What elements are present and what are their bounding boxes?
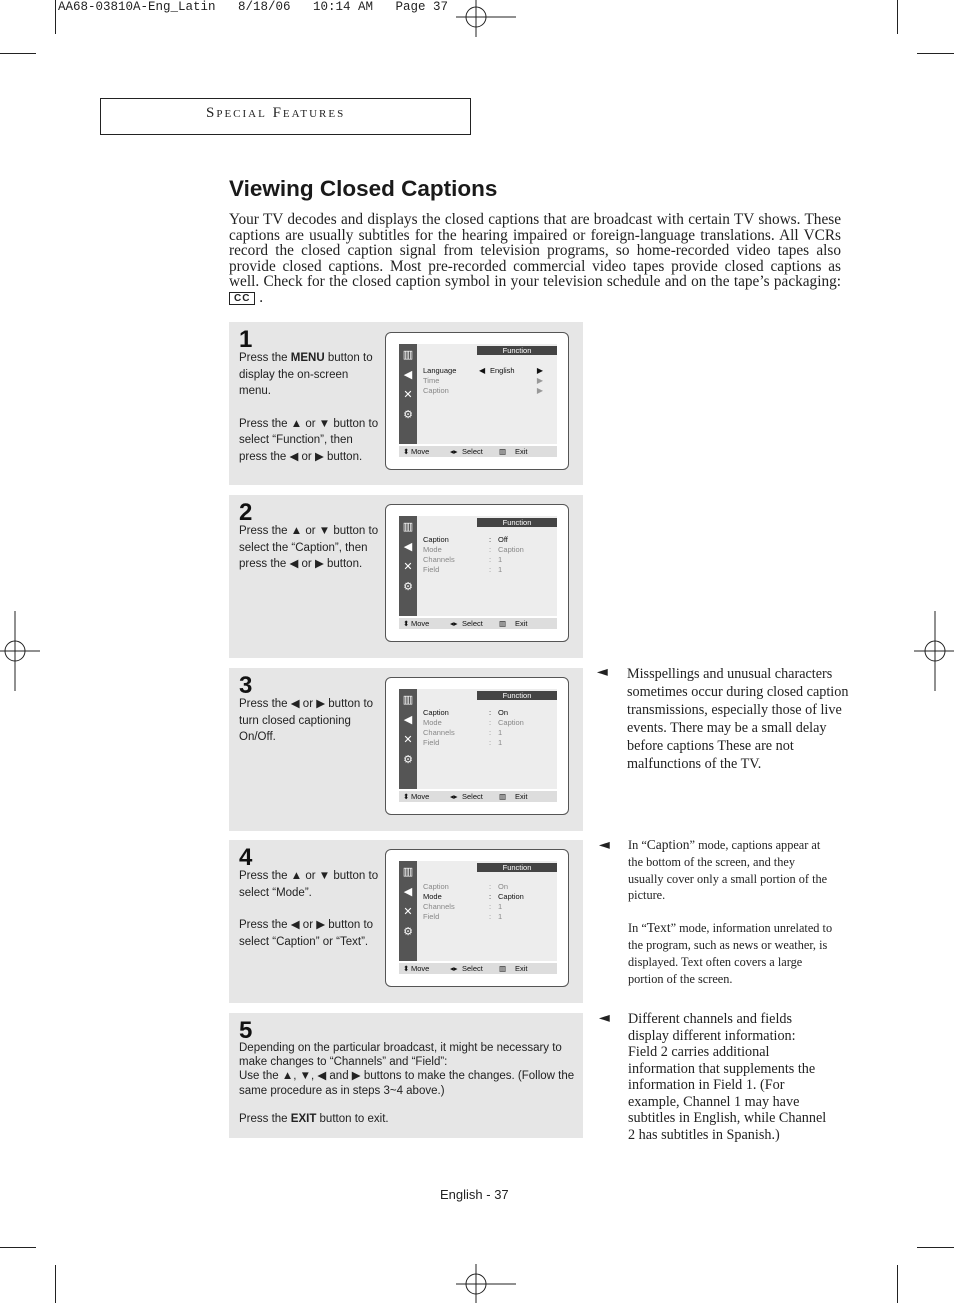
menu-separator: : [489,708,492,717]
step-5-panel [229,1013,583,1138]
intro-text: Your TV decodes and displays the closed captions that are broadcast with certain TV shows. These captions are usually subtitles for the hearing impaired or foreign-language translations. All VCRs record the closed caption signal from television programs, so home-recorded video tapes also provide closed captions. Most pre-recorded commercial video tapes provide closed captions as well. Check for the closed caption symbol in your television schedule and on the tape’s packaging: [229,211,841,291]
select-label: Select [462,792,483,801]
menu-separator: : [489,882,492,891]
sound-icon: ◀ [403,884,413,898]
menu-value: 1 [498,912,503,921]
channel-icon: ✕ [403,904,413,918]
menu-label: Channels [423,728,455,737]
crop-mark [917,1247,954,1248]
move-label: Move [411,447,430,456]
menu-separator: : [489,892,492,901]
step-instructions: Press the ▲ or ▼ button to select the “Caption”, then press the ◀ or ▶ button. [239,525,379,570]
registration-mark-icon [0,611,40,691]
menu-separator: : [489,718,492,727]
step-instructions [239,868,379,950]
menu-label: Field [423,912,440,921]
step-2-panel [229,495,583,658]
menu-separator: : [489,728,492,737]
menu-label: Mode [423,718,442,727]
menu-panel [417,861,557,961]
menu-value: English [490,366,515,375]
menu-panel [417,344,557,444]
step-text: Press the ◀ or ▶ button to select “Caption” or “Text”. [239,919,374,948]
step-text: button to exit. [316,1112,389,1125]
menu-title: Function [477,863,557,872]
menu-value: Caption [498,718,524,727]
menu-row-caption[interactable] [423,708,553,717]
registration-mark-icon [914,611,954,691]
sound-icon: ◀ [403,712,413,726]
osd-screen [385,677,569,815]
move-label: Move [411,792,430,801]
menu-title: Function [477,691,557,700]
step-text: button to display the on-screen menu. [239,352,373,397]
crop-mark [897,0,898,34]
move-icon: ⬍ [403,619,410,628]
osd-help-bar [399,963,557,974]
menu-panel [417,516,557,616]
right-arrow-icon: ▶ [536,386,543,395]
step-3-panel [229,668,583,831]
menu-title: Function [477,346,557,355]
crop-mark [55,1265,56,1303]
exit-icon: ▥ [499,964,507,973]
step-text: Press the [239,1112,291,1125]
exit-label: Exit [515,619,528,628]
osd-help-bar [399,791,557,802]
menu-icon-column [399,516,417,616]
print-slug: AA68-03810A-Eng_Latin 8/18/06 10:14 AM Page 37 [58,0,449,14]
menu-row-language[interactable] [423,366,553,375]
note-term: Text [646,920,671,936]
step-number: 3 [239,672,253,699]
crop-mark [0,1247,36,1248]
menu-value: 1 [498,738,503,747]
menu-icon-column [399,861,417,961]
left-arrow-icon: ◀ [479,366,486,375]
menu-icon-column [399,344,417,444]
crop-mark [55,0,56,34]
step-number: 2 [239,499,253,526]
menu-label: Mode [423,892,442,901]
menu-row-field[interactable] [423,565,553,574]
menu-value: 1 [498,902,503,911]
exit-icon: ▥ [499,792,507,801]
channel-icon: ✕ [403,387,413,401]
page-footer: English - 37 [440,1187,509,1202]
crop-mark [917,53,954,54]
note-caption-text-modes [628,837,833,987]
select-icon: ◂▸ [450,447,458,456]
setup-icon: ⚙ [403,752,413,766]
menu-row-mode[interactable] [423,718,553,727]
note-text: In “ [628,838,647,852]
menu-value: 1 [498,565,503,574]
step-1-panel [229,322,583,485]
channel-icon: ✕ [403,559,413,573]
menu-separator: : [489,738,492,747]
select-label: Select [462,619,483,628]
picture-icon: ▥ [402,864,414,878]
intro-end: . [259,288,264,306]
note-pointer-icon: ◄ [599,837,610,853]
osd-screen [385,849,569,987]
step-4-panel [229,840,583,1003]
sound-icon: ◀ [403,367,413,381]
right-arrow-icon: ▶ [536,366,543,375]
menu-separator: : [489,565,492,574]
crop-mark [0,53,36,54]
menu-value: On [498,882,509,891]
note-text: ” mode, captions appear at the bottom of the screen, and they usually cover only a small portion of the picture. [628,838,828,903]
step-number: 4 [239,844,253,871]
step-text: Press the [239,352,291,364]
step-instructions [239,1041,579,1126]
menu-row-mode[interactable] [423,545,553,554]
step-text: Press the ▲ or ▼ button to select “Function”, then press the ◀ or ▶ button. [239,417,379,463]
select-label: Select [462,447,483,456]
menu-row-channels[interactable] [423,728,553,737]
menu-label: Time [423,376,440,385]
menu-button-name: MENU [290,352,325,364]
setup-icon: ⚙ [403,407,413,421]
menu-label: Field [423,738,440,747]
menu-row-time[interactable] [423,376,553,385]
move-icon: ⬍ [403,792,410,801]
picture-icon: ▥ [402,692,414,706]
menu-separator: : [489,902,492,911]
menu-label: Mode [423,545,442,554]
menu-label: Language [423,366,457,375]
step-instructions: Press the ◀ or ▶ button to turn closed captioning On/Off. [239,698,374,743]
menu-title: Function [477,518,557,527]
note-text: ” mode, information unrelated to the program, such as news or weather, is displayed. Text often covers a large portion of the screen. [628,921,833,986]
select-label: Select [462,964,483,973]
osd-screen [385,332,569,470]
setup-icon: ⚙ [403,924,413,938]
menu-panel [417,689,557,789]
exit-label: Exit [515,792,528,801]
move-label: Move [411,964,430,973]
menu-row-channels[interactable] [423,902,553,911]
note-pointer-icon: ◄ [597,664,608,680]
step-text: Depending on the particular broadcast, it might be necessary to make changes to “Channels” and “Field”: [239,1042,562,1069]
menu-row-field[interactable] [423,738,553,747]
menu-row-field[interactable] [423,912,553,921]
step-text: Use the ▲, ▼, ◀ and ▶ buttons to make the changes. (Follow the same procedure as in steps 3~4 above.) [239,1070,575,1097]
menu-label: Channels [423,555,455,564]
exit-icon: ▥ [499,447,507,456]
osd-help-bar [399,446,557,457]
registration-mark-icon [456,1264,516,1303]
menu-row-caption[interactable] [423,386,553,395]
menu-label: Caption [423,882,449,891]
move-icon: ⬍ [403,964,410,973]
select-icon: ◂▸ [450,619,458,628]
crop-mark [897,1265,898,1303]
registration-mark-icon [456,0,516,37]
select-icon: ◂▸ [450,964,458,973]
menu-value: Off [498,535,508,544]
menu-row-mode[interactable] [423,892,553,901]
menu-value: 1 [498,728,503,737]
note-misspellings: Misspellings and unusual characters sometimes occur during closed caption transmissions, especially those of live events. There may be a small delay before captions These are not malfunctions of the TV. [627,666,849,772]
menu-value: 1 [498,555,503,564]
menu-value: Caption [498,545,524,554]
menu-row-caption[interactable] [423,535,553,544]
menu-label: Caption [423,708,449,717]
menu-separator: : [489,545,492,554]
osd-screen [385,504,569,642]
exit-button-name: EXIT [290,1112,317,1125]
step-text: Press the ▲ or ▼ button to select “Mode”. [239,870,379,899]
intro-paragraph [229,212,841,306]
menu-label: Caption [423,535,449,544]
step-number: 5 [239,1017,253,1044]
step-number: 1 [239,326,253,353]
note-text: In “ [628,921,647,936]
menu-row-caption[interactable] [423,882,553,891]
right-arrow-icon: ▶ [536,376,543,385]
menu-label: Channels [423,902,455,911]
note-term: Caption [646,837,690,852]
note-channels-fields: Different channels and fields display different information: Field 2 carries additional information that supplements the information in Field 1. (For example, Channel 1 may have subtitles in English, while Channel 2 has subtitles in Spanish.) [628,1011,827,1143]
picture-icon: ▥ [402,519,414,533]
cc-symbol-icon: CC [229,292,255,305]
menu-label: Caption [423,386,449,395]
move-label: Move [411,619,430,628]
move-icon: ⬍ [403,447,410,456]
osd-help-bar [399,618,557,629]
select-icon: ◂▸ [450,792,458,801]
menu-separator: : [489,912,492,921]
picture-icon: ▥ [402,347,414,361]
channel-icon: ✕ [403,732,413,746]
setup-icon: ⚙ [403,579,413,593]
menu-separator: : [489,555,492,564]
exit-label: Exit [515,964,528,973]
menu-value: Caption [498,892,524,901]
note-pointer-icon: ◄ [599,1010,610,1026]
exit-icon: ▥ [499,619,507,628]
step-instructions [239,350,379,465]
page-title: Viewing Closed Captions [229,176,498,201]
section-title: Special Features [206,105,346,121]
sound-icon: ◀ [403,539,413,553]
menu-row-channels[interactable] [423,555,553,564]
menu-value: On [498,708,509,717]
menu-separator: : [489,535,492,544]
menu-label: Field [423,565,440,574]
exit-label: Exit [515,447,528,456]
menu-icon-column [399,689,417,789]
